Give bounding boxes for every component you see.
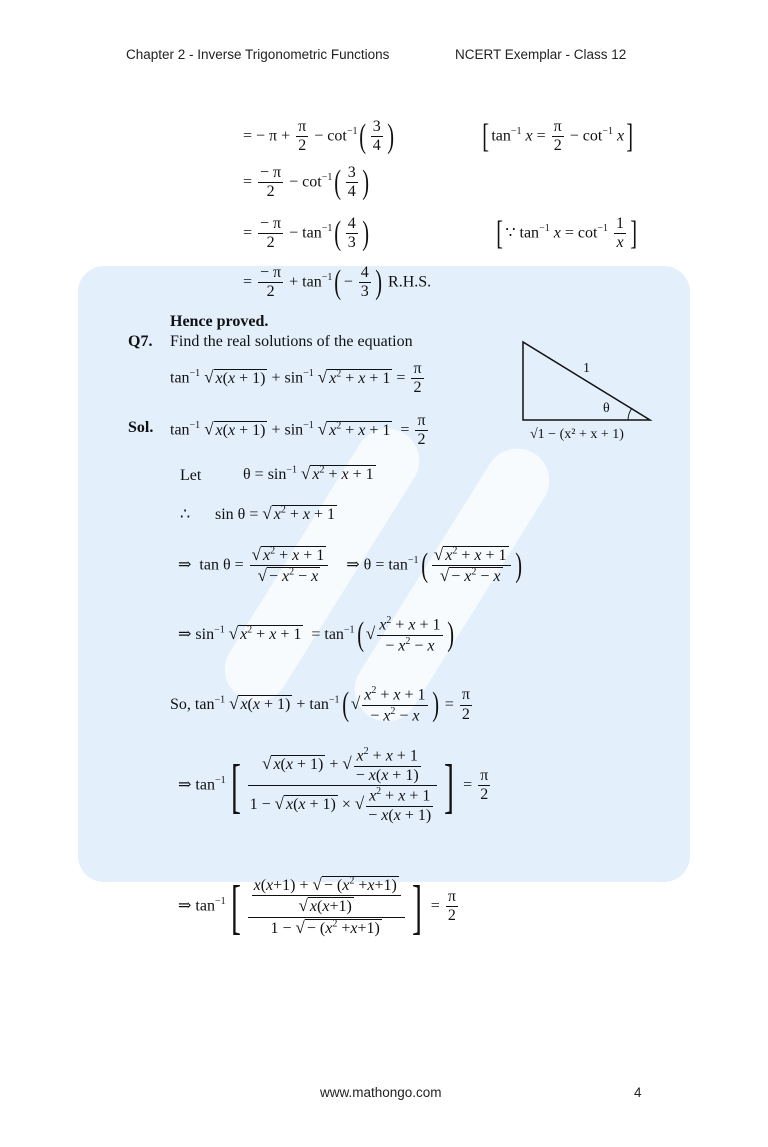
rhs-label: R.H.S.	[388, 273, 432, 291]
triangle-hypotenuse-label: 1	[583, 361, 590, 376]
let-label: Let	[180, 467, 202, 484]
triangle-base-label: √1 − (x² + x + 1)	[530, 427, 624, 442]
question-label: Q7.	[128, 333, 153, 350]
math-line: = $\frac{- \pi}{2}$ + $\tan^{-1}$( − $\frac{4}{3}$ ) R.H.S.	[243, 263, 432, 301]
header-subtitle: NCERT Exemplar - Class 12	[455, 47, 627, 62]
therefore-symbol: ∴	[180, 506, 191, 523]
question-equation: $\tan^{-1}$ √ $x(x + 1) + \sin^{-1}$ √ $x^2 + x + 1$ = $\frac{\pi}{2}$	[170, 360, 422, 397]
math-line: ⇒ $\tan^{-1}$[ √ x(x + 1) + √ $\frac{x^2 + x + 1}{- x(x + 1)}$ 1 − √ x(x + 1) × √ $\frac{x^2 + x + 1}{- x(x + 1)}$ ] = $\frac{\pi}{2}$	[178, 746, 489, 824]
math-line: = $\frac{- \pi}{2}$ − $\tan^{-1}$( $\frac{4}{3}$ )	[243, 214, 369, 252]
math-note: [ $\tan^{-1} x$ = $\frac{\pi}{2}$ − $\cot^{-1} x$]	[482, 117, 634, 155]
math-line: = $\frac{- \pi}{2}$ − $\cot^{-1}$( $\frac{3}{4}$ )	[243, 163, 369, 201]
math-note: [ ∵ $\tan^{-1} x = \cot^{-1}$ $\frac{1}{x}$ ]	[496, 214, 638, 252]
header-title: Chapter 2 - Inverse Trigonometric Functions	[126, 47, 390, 62]
solution-equation: $\tan^{-1}$ √ $x(x + 1) + \sin^{-1}$ √ $x^2 + x + 1$ = $\frac{\pi}{2}$	[170, 412, 426, 449]
footer-site: www.mathongo.com	[320, 1085, 442, 1100]
triangle-angle-label: θ	[603, 401, 610, 416]
solution-label: Sol.	[128, 419, 154, 436]
math-line: = − π + $\frac{\pi}{2}$ − $\cot^{-1}$( $\frac{3}{4}$ )	[243, 117, 394, 155]
math-line: sin θ = √ $x^2 + x + 1$	[215, 504, 335, 523]
math-line: $\theta = \sin^{-1}$ √ $x^2 + x + 1$	[243, 464, 374, 483]
footer-page-number: 4	[634, 1085, 642, 1100]
triangle-diagram	[518, 338, 658, 428]
hence-proved: Hence proved.	[170, 313, 269, 330]
question-text: Find the real solutions of the equation	[170, 333, 413, 350]
so-line: So, $\tan^{-1}$ √ $x(x + 1) + \tan^{-1}$( √ $\frac{x^2 + x + 1}{- x^2 - x}$ ) = $\frac{\pi}{2}$	[170, 685, 470, 725]
math-line: ⇒ $\sin^{-1}$ √ $x^2 + x + 1 = \tan^{-1}$( √ $\frac{x^2 + x + 1}{- x^2 - x}$ )	[178, 615, 454, 655]
math-line: ⇒ tan θ = $\frac{√ x^2 + x + 1}{√ - x^2 - x}$ ⇒ $\theta = \tan^{-1}$( $\frac{√ x^2 + x + 1}{√ - x^2 - x}$ )	[178, 545, 522, 586]
math-line: ⇒ $\tan^{-1}$[ $\frac{\frac{x(x+1) + √ - (x^2 +x+1)}{√ x(x+1)}}{1 - √ - (x^2 +x+1)}$ ] = $\frac{\pi}{2}$	[178, 873, 456, 940]
